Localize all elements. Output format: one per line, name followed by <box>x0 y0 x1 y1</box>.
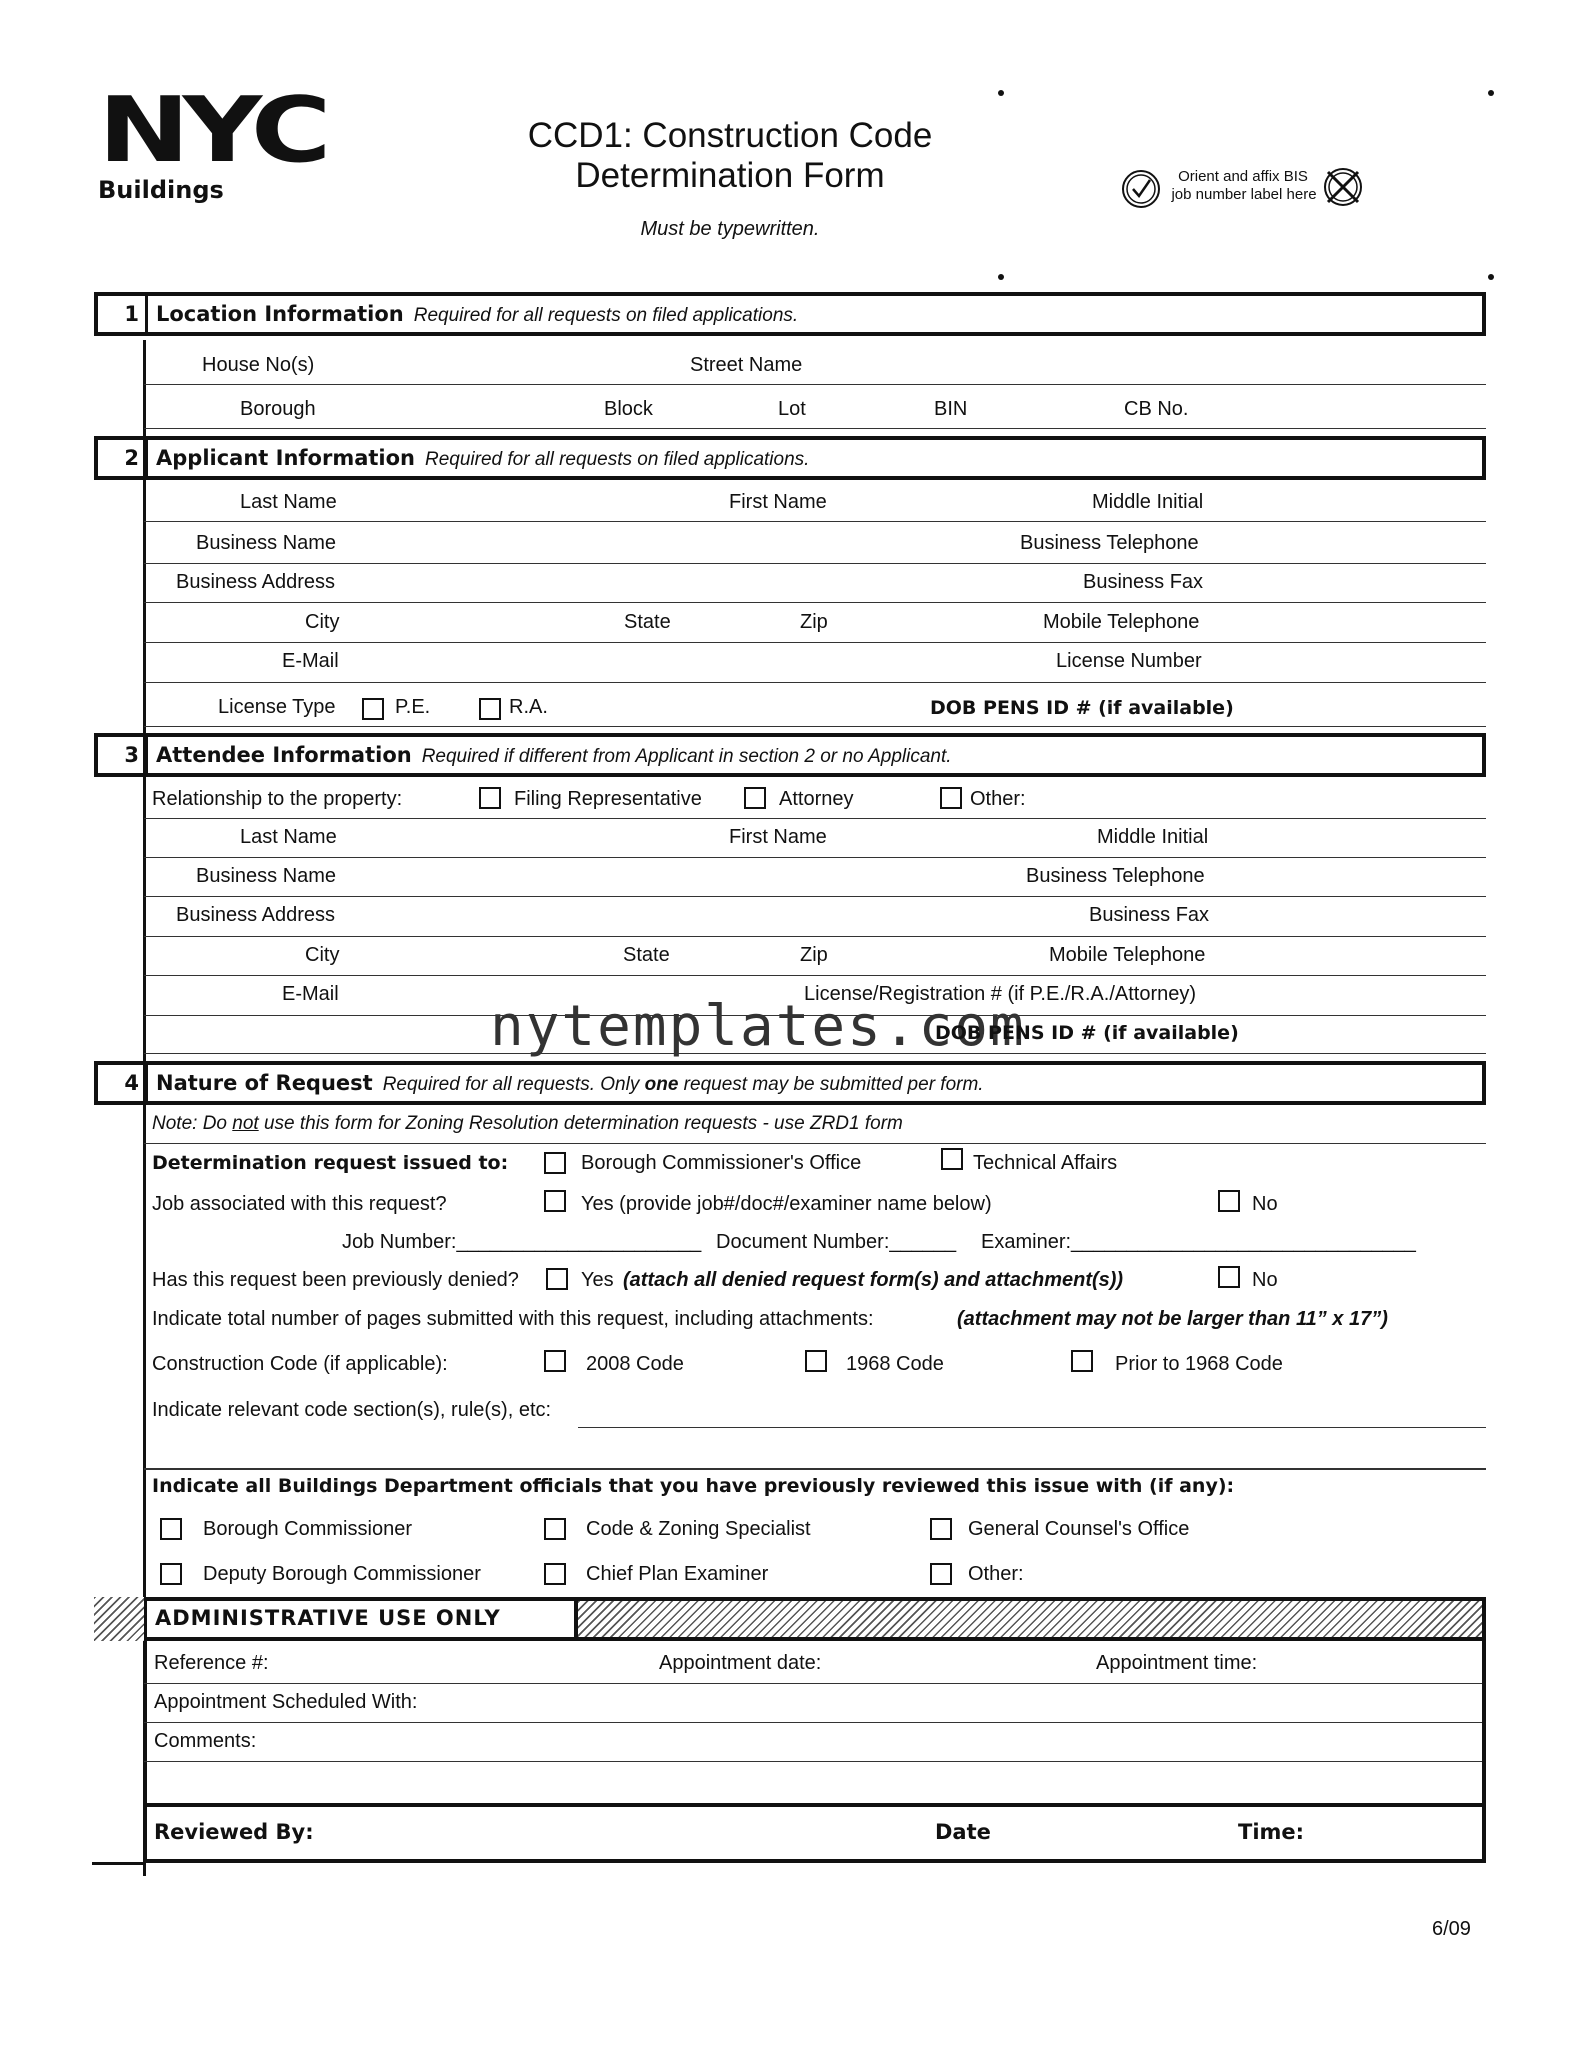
section-4-header <box>94 1061 1486 1105</box>
attachment-size-note: (attachment may not be larger than 11” x 17”) <box>957 1308 1388 1330</box>
zip-label: Zip <box>800 611 828 633</box>
section-title <box>156 440 809 478</box>
field-underline <box>144 1053 1486 1054</box>
email-label: E-Mail <box>282 983 339 1005</box>
borough-label: Borough <box>240 398 316 420</box>
house-number-label: House No(s) <box>202 354 315 376</box>
job-yes-label: Yes (provide job#/doc#/examiner name below) <box>581 1193 992 1215</box>
section-title-text: Nature of Request <box>156 1071 373 1095</box>
field-underline <box>144 682 1486 683</box>
middle-initial-label: Middle Initial <box>1097 826 1209 848</box>
officials-label: Indicate all Buildings Department officials that you have previously reviewed this issue with (if any): <box>152 1475 1235 1497</box>
code-sections-input-line[interactable] <box>578 1427 1486 1428</box>
watermark: nytemplates.com <box>490 994 1026 1059</box>
admin-hatch-right <box>578 1597 1486 1641</box>
construction-code-label: Construction Code (if applicable): <box>152 1353 448 1375</box>
field-underline <box>144 642 1486 643</box>
city-label: City <box>305 611 340 633</box>
field-underline <box>144 818 1486 819</box>
field-underline <box>144 563 1486 564</box>
scheduled-with-label: Appointment Scheduled With: <box>154 1691 418 1713</box>
note-emphasis: one <box>644 1074 679 1095</box>
business-telephone-label: Business Telephone <box>1026 865 1205 887</box>
section-note: Required for all requests on filed applications. <box>424 449 810 470</box>
first-name-label: First Name <box>729 826 827 848</box>
corner-dot <box>1488 274 1494 280</box>
document-number-field[interactable]: Document Number:______ <box>716 1231 957 1253</box>
comments-label: Comments: <box>154 1730 257 1752</box>
last-name-label: Last Name <box>240 491 337 513</box>
technical-affairs-label: Technical Affairs <box>973 1152 1118 1174</box>
previously-denied-label: Has this request been previously denied? <box>152 1269 519 1291</box>
filing-representative-label: Filing Representative <box>514 788 702 810</box>
mobile-telephone-label: Mobile Telephone <box>1049 944 1206 966</box>
code-1968-label: 1968 Code <box>846 1353 944 1375</box>
technical-affairs-checkbox[interactable] <box>941 1148 963 1170</box>
logo-subtitle: Buildings <box>98 176 224 204</box>
ra-checkbox[interactable] <box>479 698 501 720</box>
denied-yes-checkbox[interactable] <box>546 1268 568 1290</box>
code-sections-label: Indicate relevant code section(s), rule(s), etc: <box>152 1399 552 1421</box>
job-number-field[interactable]: Job Number:______________________ <box>342 1231 702 1253</box>
admin-title-box <box>144 1597 578 1641</box>
note-emphasis: not <box>232 1113 259 1134</box>
state-label: State <box>623 944 670 966</box>
field-underline <box>144 521 1486 522</box>
field-underline <box>144 1722 1482 1723</box>
check-circle-icon <box>1120 168 1162 216</box>
general-counsel-label: General Counsel's Office <box>968 1518 1190 1540</box>
logo-wordmark: NYC <box>98 78 325 183</box>
bottom-rule <box>92 1862 146 1865</box>
section-number: 3 <box>98 737 148 773</box>
form-title-line1: CCD1: Construction Code <box>527 116 933 155</box>
first-name-label: First Name <box>729 491 827 513</box>
code-2008-label: 2008 Code <box>586 1353 684 1375</box>
form-title-line2: Determination Form <box>575 156 885 195</box>
deputy-borough-commissioner-checkbox[interactable] <box>160 1563 182 1585</box>
business-address-label: Business Address <box>176 904 335 926</box>
cb-number-label: CB No. <box>1124 398 1189 420</box>
field-underline <box>144 726 1486 727</box>
last-name-label: Last Name <box>240 826 337 848</box>
field-underline <box>144 1761 1482 1762</box>
email-label: E-Mail <box>282 650 339 672</box>
section-title <box>156 1065 984 1103</box>
zoning-note <box>152 1113 903 1135</box>
note-text: request may be submitted per form. <box>678 1074 984 1095</box>
ra-label: R.A. <box>509 696 548 718</box>
deputy-borough-commissioner-label: Deputy Borough Commissioner <box>203 1563 481 1585</box>
code-zoning-specialist-label: Code & Zoning Specialist <box>586 1518 811 1540</box>
section-note: Required if different from Applicant in section 2 or no Applicant. <box>421 746 952 767</box>
reviewed-by-label: Reviewed By: <box>154 1820 314 1844</box>
field-underline <box>144 975 1486 976</box>
denied-yes-label: Yes <box>581 1269 614 1291</box>
section-note: Required for all requests on filed applications. <box>413 305 799 326</box>
filing-representative-checkbox[interactable] <box>479 787 501 809</box>
section-3-header <box>94 733 1486 777</box>
pe-label: P.E. <box>395 696 431 718</box>
total-pages-label: Indicate total number of pages submitted with this request, including attachments: <box>152 1308 874 1330</box>
section-number: 1 <box>98 296 148 332</box>
general-counsel-checkbox[interactable] <box>930 1518 952 1540</box>
pens-id-label: DOB PENS ID # (if available) <box>935 1022 1239 1044</box>
attorney-checkbox[interactable] <box>744 787 766 809</box>
note-text: use this form for Zoning Resolution determination requests - use ZRD1 form <box>258 1113 903 1134</box>
denied-no-label: No <box>1252 1269 1278 1291</box>
business-name-label: Business Name <box>196 532 337 554</box>
license-number-label: License Number <box>1056 650 1202 672</box>
license-type-label: License Type <box>218 696 336 718</box>
pe-checkbox[interactable] <box>362 698 384 720</box>
examiner-field[interactable]: Examiner:_______________________________ <box>981 1231 1416 1253</box>
other-official-label: Other: <box>968 1563 1024 1585</box>
label-note-line1: Orient and affix BIS <box>1178 168 1308 185</box>
section-number: 4 <box>98 1065 148 1101</box>
denied-yes-note: (attach all denied request form(s) and attachment(s)) <box>623 1269 1124 1291</box>
admin-title: ADMINISTRATIVE USE ONLY <box>155 1606 501 1630</box>
block-label: Block <box>604 398 653 420</box>
pens-id-label: DOB PENS ID # (if available) <box>930 697 1234 719</box>
job-associated-label: Job associated with this request? <box>152 1193 447 1215</box>
section-2-header <box>94 436 1486 480</box>
section-title-text: Location Information <box>156 302 404 326</box>
business-address-label: Business Address <box>176 571 335 593</box>
borough-office-checkbox[interactable] <box>544 1152 566 1174</box>
business-name-label: Business Name <box>196 865 337 887</box>
job-no-label: No <box>1252 1193 1278 1215</box>
field-underline <box>144 936 1486 937</box>
denied-no-checkbox[interactable] <box>1218 1266 1240 1288</box>
business-fax-label: Business Fax <box>1083 571 1204 593</box>
job-no-checkbox[interactable] <box>1218 1190 1240 1212</box>
license-registration-label: License/Registration # (if P.E./R.A./Attorney) <box>804 983 1197 1005</box>
reference-number-label: Reference #: <box>154 1652 269 1674</box>
field-underline <box>144 1683 1482 1684</box>
admin-hatch-left <box>94 1597 144 1641</box>
code-1968-checkbox[interactable] <box>805 1350 827 1372</box>
chief-plan-examiner-label: Chief Plan Examiner <box>586 1563 769 1585</box>
field-underline <box>144 1143 1486 1144</box>
section-1-header <box>94 292 1486 336</box>
borough-office-label: Borough Commissioner's Office <box>581 1152 862 1174</box>
determination-label: Determination request issued to: <box>152 1152 509 1174</box>
corner-dot <box>1488 90 1494 96</box>
business-telephone-label: Business Telephone <box>1020 532 1199 554</box>
field-underline <box>144 1803 1482 1807</box>
other-relationship-checkbox[interactable] <box>940 787 962 809</box>
city-label: City <box>305 944 340 966</box>
note-text: Note: Do <box>152 1113 233 1134</box>
attorney-label: Attorney <box>779 788 854 810</box>
note-text: Required for all requests. Only <box>382 1074 645 1095</box>
other-official-checkbox[interactable] <box>930 1563 952 1585</box>
section-title <box>156 737 952 775</box>
section-title-text: Applicant Information <box>156 446 415 470</box>
code-prior-1968-label: Prior to 1968 Code <box>1115 1353 1283 1375</box>
bin-label: BIN <box>934 398 968 420</box>
section-title <box>156 296 798 334</box>
zip-label: Zip <box>800 944 828 966</box>
label-note-line2: job number label here <box>1171 186 1317 203</box>
other-relationship-label: Other: <box>970 788 1026 810</box>
review-date-label: Date <box>935 1820 991 1844</box>
form-version: 6/09 <box>1432 1918 1471 1940</box>
lot-label: Lot <box>778 398 806 420</box>
field-underline <box>144 896 1486 897</box>
review-time-label: Time: <box>1238 1820 1305 1844</box>
borough-commissioner-label: Borough Commissioner <box>203 1518 412 1540</box>
field-underline <box>144 602 1486 603</box>
state-label: State <box>624 611 671 633</box>
section-number: 2 <box>98 440 148 476</box>
job-yes-checkbox[interactable] <box>544 1190 566 1212</box>
code-prior-1968-checkbox[interactable] <box>1071 1350 1093 1372</box>
code-zoning-specialist-checkbox[interactable] <box>544 1518 566 1540</box>
field-underline <box>144 857 1486 858</box>
corner-dot <box>998 274 1004 280</box>
section-note <box>383 1074 984 1095</box>
business-fax-label: Business Fax <box>1089 904 1210 926</box>
field-underline <box>144 1468 1486 1470</box>
corner-dot <box>998 90 1004 96</box>
field-underline <box>144 428 1486 429</box>
appointment-date-label: Appointment date: <box>659 1652 822 1674</box>
x-circle-icon <box>1322 166 1364 214</box>
street-name-label: Street Name <box>690 354 803 376</box>
code-2008-checkbox[interactable] <box>544 1350 566 1372</box>
nyc-buildings-logo <box>98 78 325 204</box>
borough-commissioner-checkbox[interactable] <box>160 1518 182 1540</box>
mobile-telephone-label: Mobile Telephone <box>1043 611 1200 633</box>
relationship-label: Relationship to the property: <box>152 788 403 810</box>
section-title-text: Attendee Information <box>156 743 412 767</box>
middle-initial-label: Middle Initial <box>1092 491 1204 513</box>
appointment-time-label: Appointment time: <box>1096 1652 1258 1674</box>
chief-plan-examiner-checkbox[interactable] <box>544 1563 566 1585</box>
form-subtitle: Must be typewritten. <box>640 218 820 240</box>
field-underline <box>144 384 1486 385</box>
